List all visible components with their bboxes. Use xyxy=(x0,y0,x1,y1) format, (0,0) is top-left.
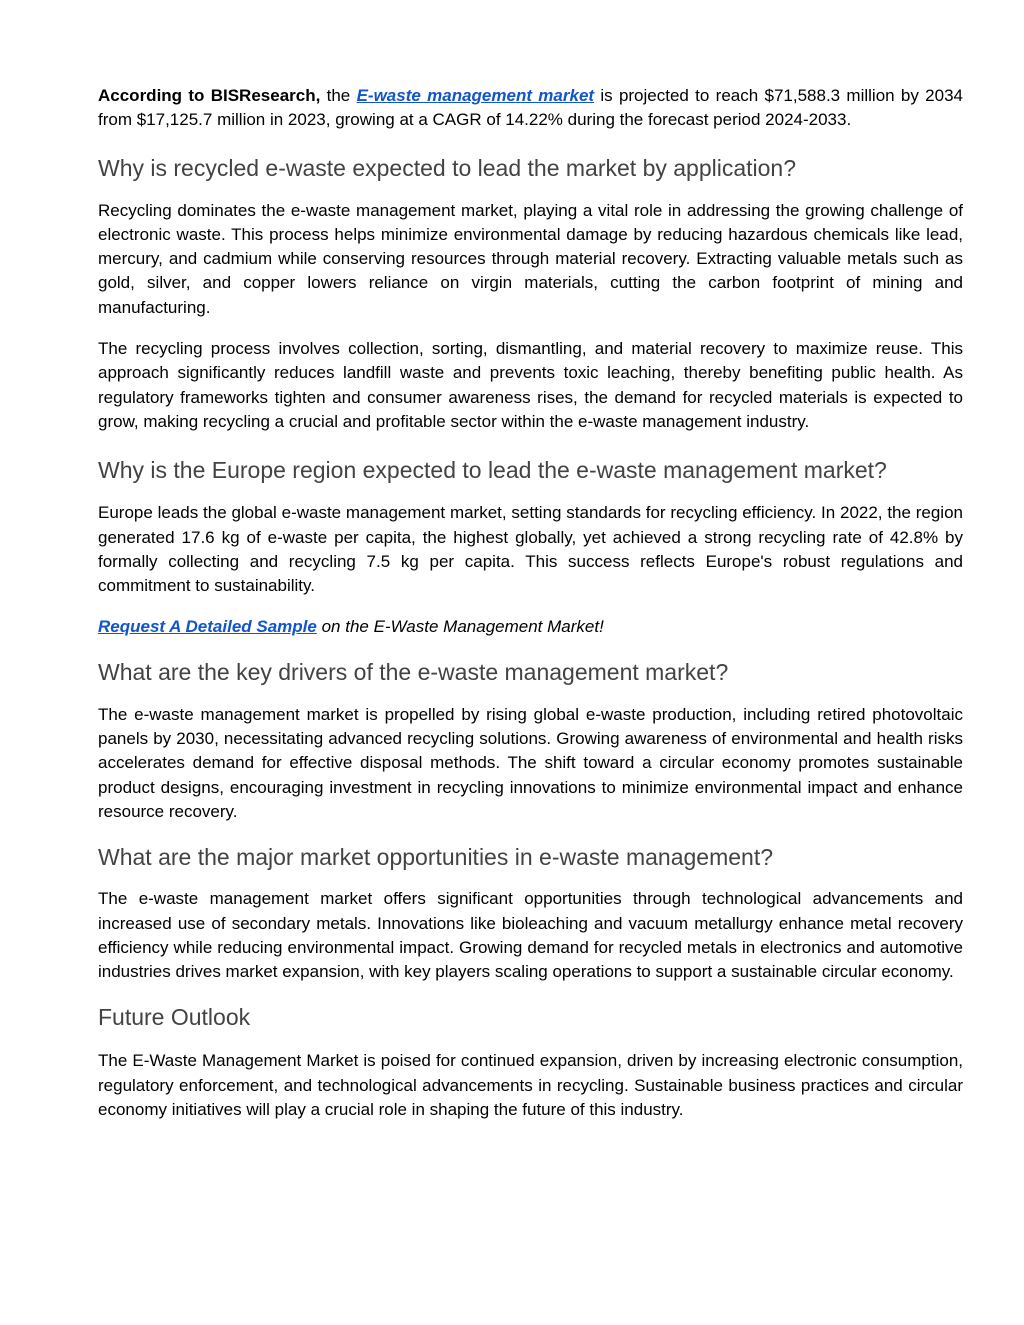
recycled-paragraph-2: The recycling process involves collection, sorting, dismantling, and material recovery to maximize reuse. This approach significantly reduces landfill waste and prevents toxic leaching, thereby benefiting public health. As regulatory frameworks tighten and consumer awareness rises, the demand for recycled materials is expected to grow, making recycling a crucial and profitable sector within the e-waste management industry. xyxy=(98,339,963,431)
intro-pre-link: the xyxy=(320,86,357,105)
request-sample-link[interactable]: Request A Detailed Sample xyxy=(98,617,317,637)
recycled-paragraph-1: Recycling dominates the e-waste management market, playing a vital role in addressing the growing challenge of electronic waste. This process helps minimize environmental damage by reducing hazardous chemicals like lead, mercury, and cadmium while conserving resources through material recovery. Extracting valuable metals such as gold, silver, and copper lowers reliance on virgin materials, cutting the carbon footprint of mining and manufacturing. xyxy=(98,200,963,317)
future-outlook-heading: Future Outlook xyxy=(98,1004,251,1031)
intro-paragraph xyxy=(98,84,963,133)
sample-request-suffix: on the E-Waste Management Market! xyxy=(316,617,604,637)
recycled-heading: Why is recycled e-waste expected to lead the market by application? xyxy=(98,154,797,181)
opportunities-paragraph: The e-waste management market offers significant opportunities through technological advancements and increased use of secondary metals. Innovations like bioleaching and vacuum metallurgy enhance metal recovery efficiency while reducing environmental impact. Growing demand for recycled metals in electronics and automotive industries drives market expansion, with key players scaling operations to support a sustainable circular economy. xyxy=(98,889,963,982)
europe-heading: Why is the Europe region expected to lead the e-waste management market? xyxy=(98,457,887,484)
e-waste-market-link[interactable]: E-waste management market xyxy=(356,86,595,105)
opportunities-heading: What are the major market opportunities in e-waste management? xyxy=(98,844,773,871)
sample-request-paragraph xyxy=(98,615,963,639)
europe-paragraph: Europe leads the global e-waste management market, setting standards for recycling efficiency. In 2022, the region generated 17.6 kg of e-waste per capita, the highest globally, yet achieved a strong recycling rate of 42.8% by formally collecting and recycling 7.5 kg per capita. This success reflects Europe's robust regulations and commitment to sustainability. xyxy=(98,503,963,596)
intro-lead: According to BISResearch, xyxy=(98,86,321,105)
drivers-paragraph: The e-waste management market is propelled by rising global e-waste production, including retired photovoltaic panels by 2030, necessitating advanced recycling solutions. Growing awareness of environmental and health risks accelerates demand for effective disposal methods. The shift toward a circular economy promotes sustainable product designs, encouraging investment in recycling innovations to minimize environmental impact and enhance resource recovery. xyxy=(98,704,963,821)
drivers-heading: What are the key drivers of the e-waste management market? xyxy=(98,658,729,685)
future-outlook-paragraph: The E-Waste Management Market is poised for continued expansion, driven by increasing electronic consumption, regulatory enforcement, and technological advancements in recycling. Sustainable business practices and circular economy initiatives will play a crucial role in shaping the future of this industry. xyxy=(98,1051,963,1120)
document-page xyxy=(98,84,963,1122)
intro-post-link: is projected to reach $71,588.3 million by 2034 from $17,125.7 million in 2023, growing at a CAGR of 14.22% during the forecast period 2024-2033. xyxy=(98,86,963,130)
